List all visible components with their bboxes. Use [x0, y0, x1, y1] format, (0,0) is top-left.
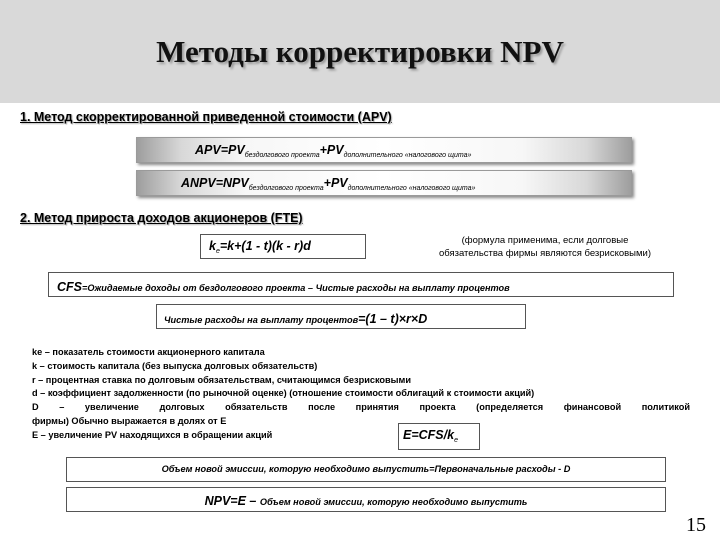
definitions-list	[32, 346, 690, 443]
page-number: 15	[686, 514, 706, 536]
anpv-formula-box	[136, 170, 632, 196]
definition-r: r – процентная ставка по долговым обязательствам, считающимся безрисковыми	[32, 374, 411, 385]
apv-formula-box	[136, 137, 632, 163]
section-fte-heading: 2. Метод прироста доходов акционеров (FTE)	[20, 211, 303, 225]
e-formula-box: $E=CFS/k_e$	[398, 423, 480, 450]
net-interest-box: Чистые расходы на выплату процентов=(1 – t)×r×D	[156, 304, 526, 329]
section-apv-heading: 1. Метод скорректированной приведенной стоимости (APV)	[20, 110, 392, 124]
cfs-formula-box: CFS=Ожидаемые доходы от бездолгового проекта – Чистые расходы на выплату процентов	[48, 272, 674, 297]
apv-formula: $APV=PV_{бездолгового проекта}+PV_{дополнительного «налогового щита»}$	[195, 143, 472, 159]
anpv-formula: $ANPV=NPV_{бездолгового проекта}+PV_{дополнительного «налогового щита»}$	[181, 176, 476, 192]
definition-e: E – увеличение PV находящихся в обращении акций	[32, 429, 273, 440]
formula-note: (формула применима, если долговые обязательства фирмы являются безрисковыми)	[438, 235, 652, 259]
new-issue-box: Объем новой эмиссии, которую необходимо выпустить=Первоначальные расходы - D	[66, 457, 666, 482]
definition-d: d – коэффициент задолженности (по рыночной оценке) (отношение стоимости облигаций к стоимости акций)	[32, 388, 535, 399]
definition-big-d-cont: фирмы) Обычно выражается в долях от E	[32, 415, 227, 426]
definition-k: k – стоимость капитала (без выпуска долговых обязательств)	[32, 360, 318, 371]
definition-ke: ke – показатель стоимости акционерного капитала	[32, 347, 265, 357]
slide-title: Методы корректировки NPV	[156, 34, 564, 69]
ke-formula-box: $k_е=k+(1 - t)(k - r)d$	[200, 234, 366, 259]
definition-big-d: D – увеличение долговых обязательств после принятия проекта (определяется финансовой политикой	[32, 402, 690, 413]
npv-final-box: NPV=E – Объем новой эмиссии, которую необходимо выпустить	[66, 487, 666, 512]
